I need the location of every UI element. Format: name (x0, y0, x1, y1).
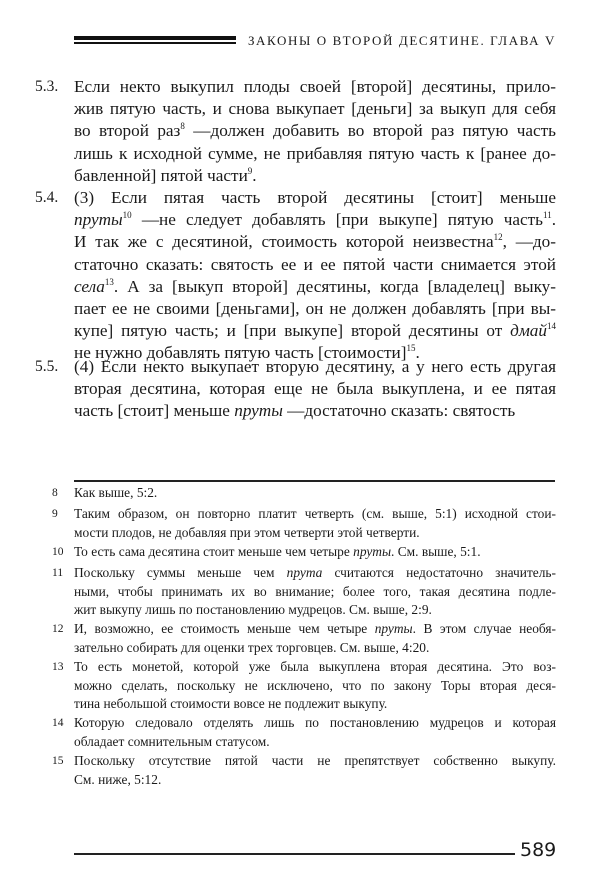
text-run: тина небольшой стоимости вовсе не подлежит выкупу. (74, 696, 388, 712)
italic-term: пруты (74, 210, 123, 230)
paragraph-5-5 (35, 356, 556, 423)
text-run: То есть монетой, которой уже была выкуплена вторая десятина. Это воз- (74, 659, 556, 674)
text-run: См. ниже, 5:12. (74, 771, 162, 787)
footer-rule (74, 853, 515, 855)
text-line (74, 524, 556, 543)
running-header (74, 33, 556, 49)
footnote-11 (52, 564, 556, 620)
text-run: бавленной] пятой части (74, 165, 248, 185)
footnote-number: 10 (52, 546, 64, 558)
footnote-15 (52, 752, 556, 789)
text-line (74, 543, 556, 562)
text-run: часть [стоит] меньше (74, 401, 235, 421)
italic-term: дмай (510, 321, 547, 341)
text-run: . (252, 165, 257, 185)
footnote-ref: 10 (122, 210, 132, 221)
footnote-14 (52, 714, 556, 751)
text-line (74, 187, 556, 209)
footnote-12 (52, 620, 556, 657)
text-line (74, 76, 556, 98)
text-line (74, 601, 556, 620)
text-line (74, 677, 556, 696)
footnote-9 (52, 505, 556, 542)
footnote-number: 11 (52, 567, 64, 579)
header-rule-thick (74, 36, 236, 40)
text-run: Как выше, 5:2. (74, 485, 158, 500)
footnote-separator-rule (74, 480, 555, 482)
text-line (74, 658, 556, 677)
text-line (74, 695, 556, 714)
header-rule-thin (74, 42, 236, 44)
italic-term: пруты (353, 544, 392, 559)
footnote-8 (52, 484, 556, 503)
text-run: купе] пятую часть; и [при выкупе] второй десятины от (74, 321, 511, 341)
text-line (74, 752, 556, 771)
text-run: Поскольку суммы меньше чем (74, 565, 287, 580)
text-line (74, 484, 556, 503)
text-line (74, 254, 556, 276)
paragraph-number: 5.5. (35, 358, 59, 375)
text-line (74, 209, 556, 231)
footnote-ref: 8 (180, 121, 185, 132)
text-line (74, 733, 556, 752)
italic-term: пруты (374, 621, 413, 636)
footnote-ref: 15 (406, 343, 416, 354)
text-run: Таким образом, он повторно платит четверть (см. выше, 5:1) исходной стои- (74, 506, 556, 521)
text-run: —достаточно сказать: святость (282, 401, 516, 421)
text-run: ными, чтобы принимать их во внимание; более того, такая десятина подле- (74, 583, 556, 599)
text-run: статочно сказать: святость ее и ее пятой части снимается этой (74, 254, 556, 274)
text-line (74, 165, 556, 187)
paragraph-5-3 (35, 76, 556, 187)
text-run: считаются недостаточно значитель- (322, 565, 556, 580)
text-line (74, 639, 556, 658)
footnote-number: 12 (52, 623, 64, 635)
text-line (74, 320, 556, 342)
footnote-13 (52, 658, 556, 714)
text-run: . (415, 343, 420, 363)
text-run: пает ее не своими [деньгами], он не должен добавлять [при вы- (74, 298, 556, 318)
paragraph-5-4 (35, 187, 556, 365)
footnote-number: 9 (52, 508, 58, 520)
footnote-number: 13 (52, 661, 64, 673)
text-run: . А за [выкуп второй] десятины, когда [владелец] выку- (113, 276, 556, 296)
text-run: —не следует добавлять [при выкупе] пятую часть (131, 210, 544, 230)
text-run: Поскольку отсутствие пятой части не препятствует собственно выкупу. (74, 753, 556, 768)
text-run: обладает сомнительным статусом. (74, 733, 270, 749)
text-run: —должен добавить во второй раз пятую часть (184, 121, 556, 141)
text-run: жив пятую часть, и снова выкупает [деньги] за выкуп для себя (74, 99, 556, 119)
footnote-number: 14 (52, 717, 64, 729)
text-line (74, 231, 556, 253)
text-run: не нужно добавлять пятую часть [стоимости] (74, 343, 407, 363)
text-line (74, 276, 556, 298)
text-line (74, 98, 556, 120)
text-run: можно сделать, поскольку не исключено, что по закону Торы вторая деся- (74, 677, 556, 693)
footnote-number: 8 (52, 487, 58, 499)
text-run: И, возможно, ее стоимость меньше чем четыре (74, 621, 375, 636)
text-run: , —до- (502, 232, 556, 252)
italic-term: села (74, 276, 105, 296)
text-run: во второй раз (74, 121, 181, 141)
text-run: (4) Если некто выкупает вторую десятину, а у него есть другая (74, 357, 556, 376)
text-run: (3) Если пятая часть второй десятины [стоит] меньше (74, 188, 556, 207)
text-run: . В этом случае необя- (412, 621, 556, 636)
paragraph-number: 5.4. (35, 189, 59, 206)
text-line (74, 298, 556, 320)
footnote-ref: 12 (493, 232, 503, 243)
text-run: Которую следовало отделять лишь по постановлению мудрецов и которая (74, 715, 556, 730)
header-double-rule (74, 36, 236, 43)
text-run: Если некто выкупил плоды своей [второй] десятины, прило- (74, 77, 556, 96)
italic-term: пруты (234, 401, 283, 421)
text-run: То есть сама десятина стоит меньше чем четыре (74, 544, 354, 559)
text-line (74, 505, 556, 524)
paragraph-number: 5.3. (35, 78, 59, 95)
text-line (74, 356, 556, 378)
footnote-number: 15 (52, 755, 64, 767)
footnote-ref: 9 (247, 165, 253, 176)
text-run: вторая десятина, которая еще не была выкуплена, и ее пятая (74, 379, 556, 399)
text-line (74, 400, 556, 422)
footnote-10 (52, 543, 556, 562)
text-run: зательно собирать для оценки трех торговцев. См. выше, 4:20. (74, 639, 430, 655)
running-title: ЗАКОНЫ О ВТОРОЙ ДЕСЯТИНЕ. ГЛАВА V (247, 33, 556, 48)
text-line (74, 771, 556, 790)
text-run: лишь к исходной сумме, не прибавляя пятую часть к [ранее до- (74, 143, 556, 163)
italic-term: прута (286, 565, 323, 580)
text-line (74, 143, 556, 165)
text-run: И так же с десятиной, стоимость которой неизвестна (74, 232, 494, 252)
footnote-ref: 14 (547, 321, 556, 332)
text-run: мости плодов, не добавляя при этом четверти этой четверти. (74, 524, 420, 540)
text-line (74, 583, 556, 602)
text-line (74, 378, 556, 400)
text-line (74, 564, 556, 583)
footnote-ref: 11 (543, 210, 552, 221)
text-run: жит выкупу лишь по постановлению мудрецов. См. выше, 2:9. (74, 602, 432, 618)
text-line (74, 620, 556, 639)
page-number: 589 (520, 839, 557, 861)
text-line (74, 120, 556, 142)
text-run: . См. выше, 5:1. (391, 544, 481, 559)
footnote-ref: 13 (104, 276, 114, 287)
text-line (74, 714, 556, 733)
text-run: . (551, 210, 556, 230)
